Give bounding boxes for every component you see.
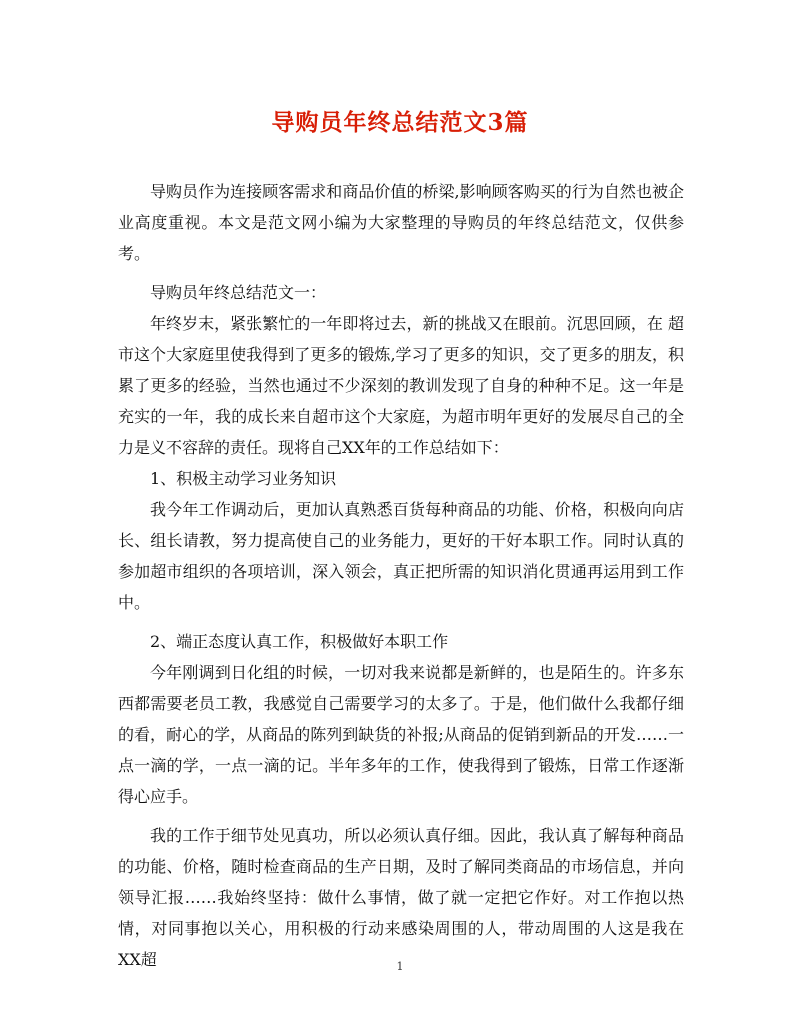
numbered-heading: 1、积极主动学习业务知识 bbox=[150, 469, 337, 488]
numbered-heading: 2、端正态度认真工作，积极做好本职工作 bbox=[150, 632, 449, 651]
intro-paragraph: 导购员作为连接顾客需求和商品价值的桥梁,影响顾客购买的行为自然也被企业高度重视。本文是范文网小编为大家整理的导购员的年终总结范文，仅供参考。 bbox=[118, 182, 684, 263]
body-paragraph: 我今年工作调动后，更加认真熟悉百货每种商品的功能、价格，积极向向店长、组长请教，努力提高使自己的业务能力，更好的干好本职工作。同时认真的参加超市组织的各项培训，深入领会，真正把所需的知识消化贯通再运用到工作中。 bbox=[118, 500, 684, 612]
body-paragraph: 今年刚调到日化组的时候，一切对我来说都是新鲜的，也是陌生的。许多东西都需要老员工教，我感觉自己需要学习的太多了。于是，他们做什么我都仔细的看，耐心的学，从商品的陈列到缺货的补报;从商品的促销到新品的开发……一点一滴的学，一点一滴的记。半年多年的工作，使我得到了锻炼，日常工作逐渐得心应手。 bbox=[118, 663, 684, 806]
document-title: 导购员年终总结范文3篇 bbox=[271, 109, 529, 136]
document-body bbox=[118, 176, 684, 975]
page-number: 1 bbox=[396, 960, 404, 973]
body-paragraph: 我的工作于细节处见真功，所以必须认真仔细。因此，我认真了解每种商品的功能、价格，随时检查商品的生产日期，及时了解同类商品的市场信息，并向领导汇报……我始终坚持：做什么事情，做了就一定把它作好。对工作抱以热情，对同事抱以关心，用积极的行动来感染周围的人，带动周围的人这是我在XX超 bbox=[118, 826, 684, 969]
section-heading: 导购员年终总结范文一： bbox=[150, 283, 327, 302]
body-paragraph: 年终岁末，紧张繁忙的一年即将过去，新的挑战又在眼前。沉思回顾，在 超市这个大家庭里使我得到了更多的锻炼,学习了更多的知识，交了更多的朋友，积累了更多的经验，当然也通过不少深刻的教训发现了自身的种种不足。这一年是充实的一年，我的成长来自超市这个大家庭，为超市明年更好的发展尽自己的全力是义不容辞的责任。现将自己XX年的工作总结如下： bbox=[118, 314, 684, 457]
